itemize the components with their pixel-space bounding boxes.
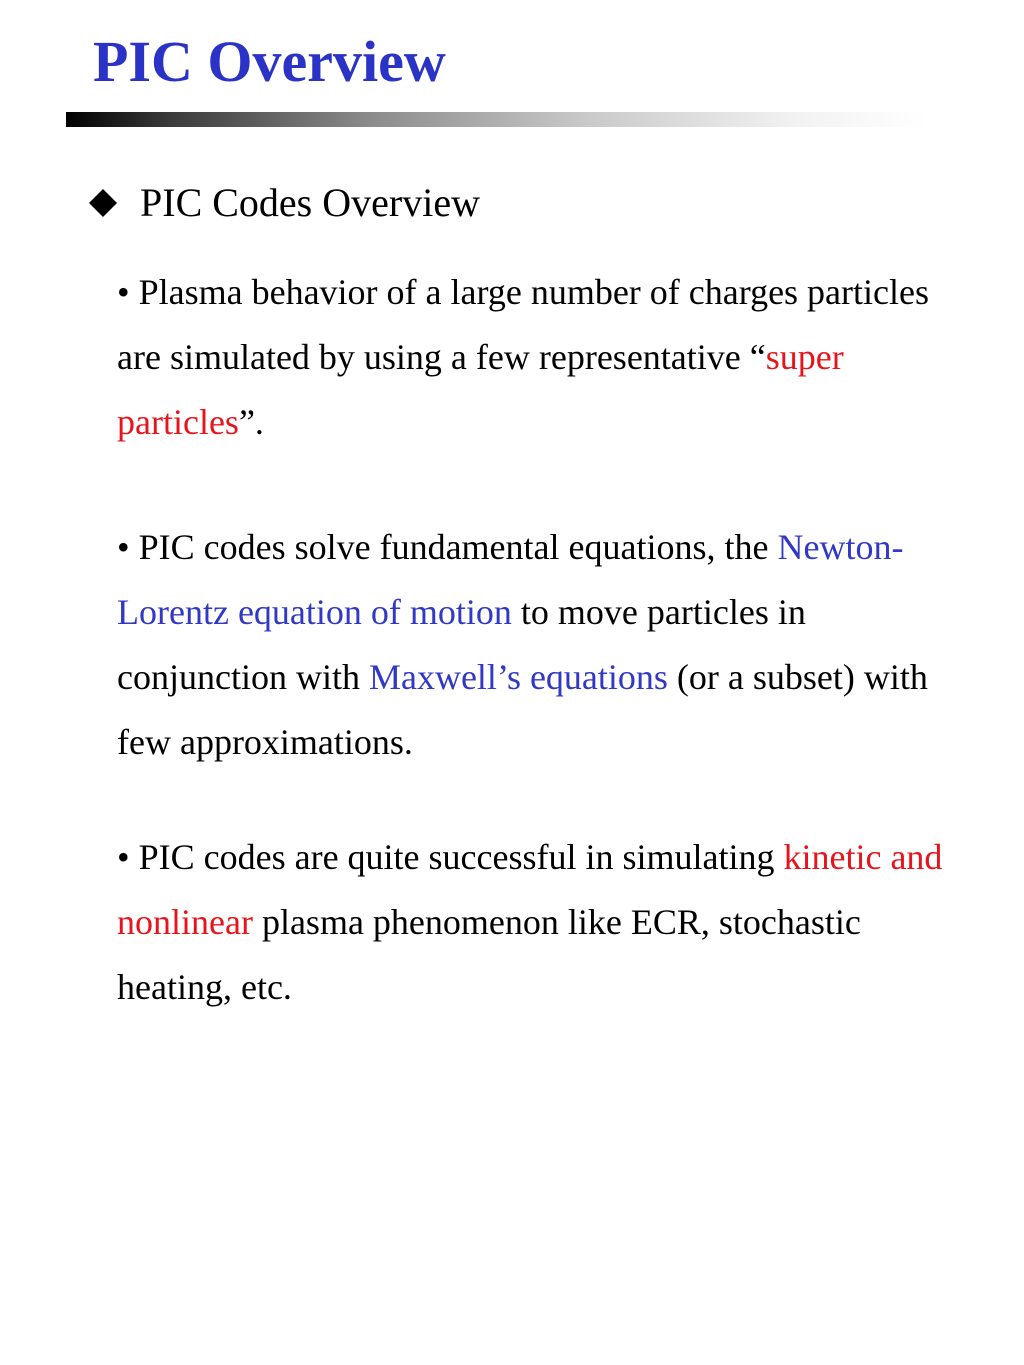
highlight-red: kinetic and nonlinear xyxy=(117,837,943,942)
bullet-text: ”. xyxy=(238,402,264,442)
section-heading xyxy=(88,178,480,228)
bullet-item xyxy=(117,825,977,1020)
bullet-text: PIC codes solve fundamental equations, the xyxy=(129,527,778,567)
highlight-blue: Newton-Lorentz equation of motion xyxy=(117,527,904,632)
bullet-text: PIC codes are quite successful in simulating xyxy=(129,837,784,877)
bullet-text: plasma phenomenon like ECR, stochastic heating, etc. xyxy=(117,902,861,1007)
section-heading-text: PIC Codes Overview xyxy=(140,180,480,225)
highlight-red: super particles xyxy=(117,337,844,442)
bullet-list xyxy=(117,260,977,1080)
bullet-text: to move particles in conjunction with xyxy=(117,592,806,697)
bullet-marker: • xyxy=(117,272,130,312)
title-gradient-rule xyxy=(66,112,926,127)
bullet-marker: • xyxy=(117,527,130,567)
bullet-item xyxy=(117,260,977,455)
diamond-bullet-icon xyxy=(88,186,128,216)
bullet-text: Plasma behavior of a large number of charges particles are simulated by using a few representative “ xyxy=(117,272,929,377)
bullet-marker: • xyxy=(117,837,130,877)
highlight-blue: Maxwell’s equations xyxy=(368,657,668,697)
bullet-text: (or a subset) with few approximations. xyxy=(117,657,928,762)
slide-title: PIC Overview xyxy=(93,29,446,94)
bullet-item xyxy=(117,515,977,775)
